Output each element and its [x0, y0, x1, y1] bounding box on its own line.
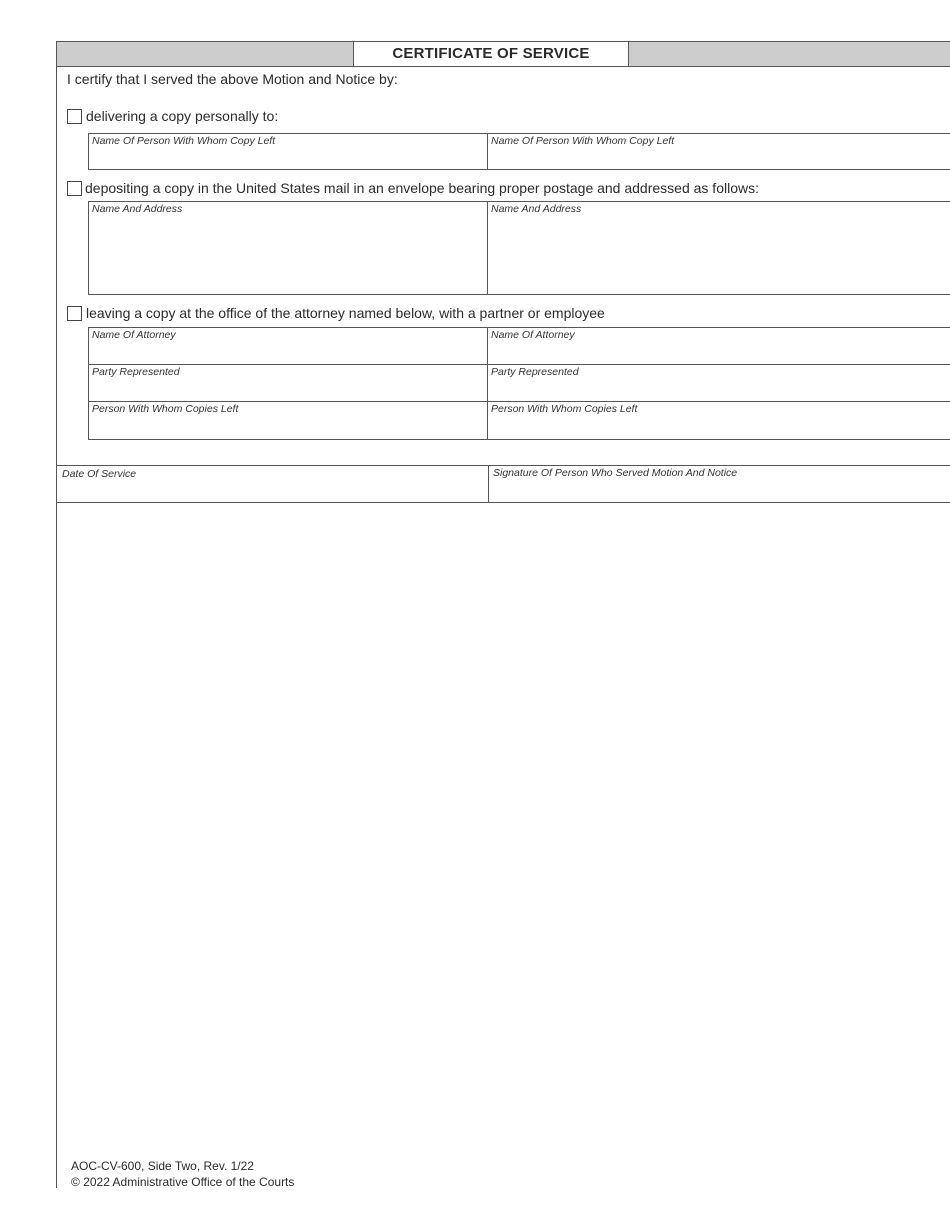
- certification-statement: I certify that I served the above Motion and Notice by:: [67, 71, 398, 87]
- field-caption: Person With Whom Copies Left: [92, 403, 239, 415]
- page-title: CERTIFICATE OF SERVICE: [353, 42, 629, 66]
- mail-service-label: depositing a copy in the United States mail in an envelope bearing proper postage and addressed as follows:: [85, 180, 759, 196]
- attorney-name-field-right[interactable]: [487, 327, 950, 365]
- copies-left-with-field-right[interactable]: [487, 402, 950, 440]
- field-caption: Person With Whom Copies Left: [491, 403, 638, 415]
- field-caption: Party Represented: [491, 366, 579, 378]
- office-service-checkbox[interactable]: [67, 306, 82, 321]
- field-caption: Name Of Person With Whom Copy Left: [491, 135, 675, 147]
- signature-field[interactable]: [488, 465, 950, 503]
- mail-address-field-right[interactable]: [487, 201, 950, 295]
- copies-left-with-field-left[interactable]: [88, 402, 488, 440]
- personal-delivery-checkbox[interactable]: [67, 109, 82, 124]
- copyright-notice: © 2022 Administrative Office of the Courts: [71, 1175, 295, 1189]
- mail-address-field-left[interactable]: [88, 201, 488, 295]
- form-id: AOC-CV-600, Side Two, Rev. 1/22: [71, 1159, 254, 1173]
- personal-recipient-field-left[interactable]: [88, 133, 488, 170]
- field-caption: Name Of Person With Whom Copy Left: [92, 135, 276, 147]
- field-caption: Name Of Attorney: [491, 329, 575, 341]
- attorney-name-field-left[interactable]: [88, 327, 488, 365]
- field-caption: Name Of Attorney: [92, 329, 176, 341]
- personal-delivery-label: delivering a copy personally to:: [86, 108, 279, 124]
- party-represented-field-left[interactable]: [88, 365, 488, 402]
- field-caption: Name And Address: [491, 203, 582, 215]
- personal-recipient-field-right[interactable]: [487, 133, 950, 170]
- field-caption: Name And Address: [92, 203, 183, 215]
- field-caption: Date Of Service: [62, 468, 137, 480]
- field-caption: Party Represented: [92, 366, 180, 378]
- form-header: [57, 41, 950, 67]
- field-caption: Signature Of Person Who Served Motion And Notice: [493, 467, 738, 479]
- mail-service-checkbox[interactable]: [67, 181, 82, 196]
- date-of-service-field[interactable]: [57, 465, 489, 503]
- certificate-form: [56, 41, 950, 1188]
- office-service-label: leaving a copy at the office of the attorney named below, with a partner or employee: [86, 305, 605, 321]
- party-represented-field-right[interactable]: [487, 365, 950, 402]
